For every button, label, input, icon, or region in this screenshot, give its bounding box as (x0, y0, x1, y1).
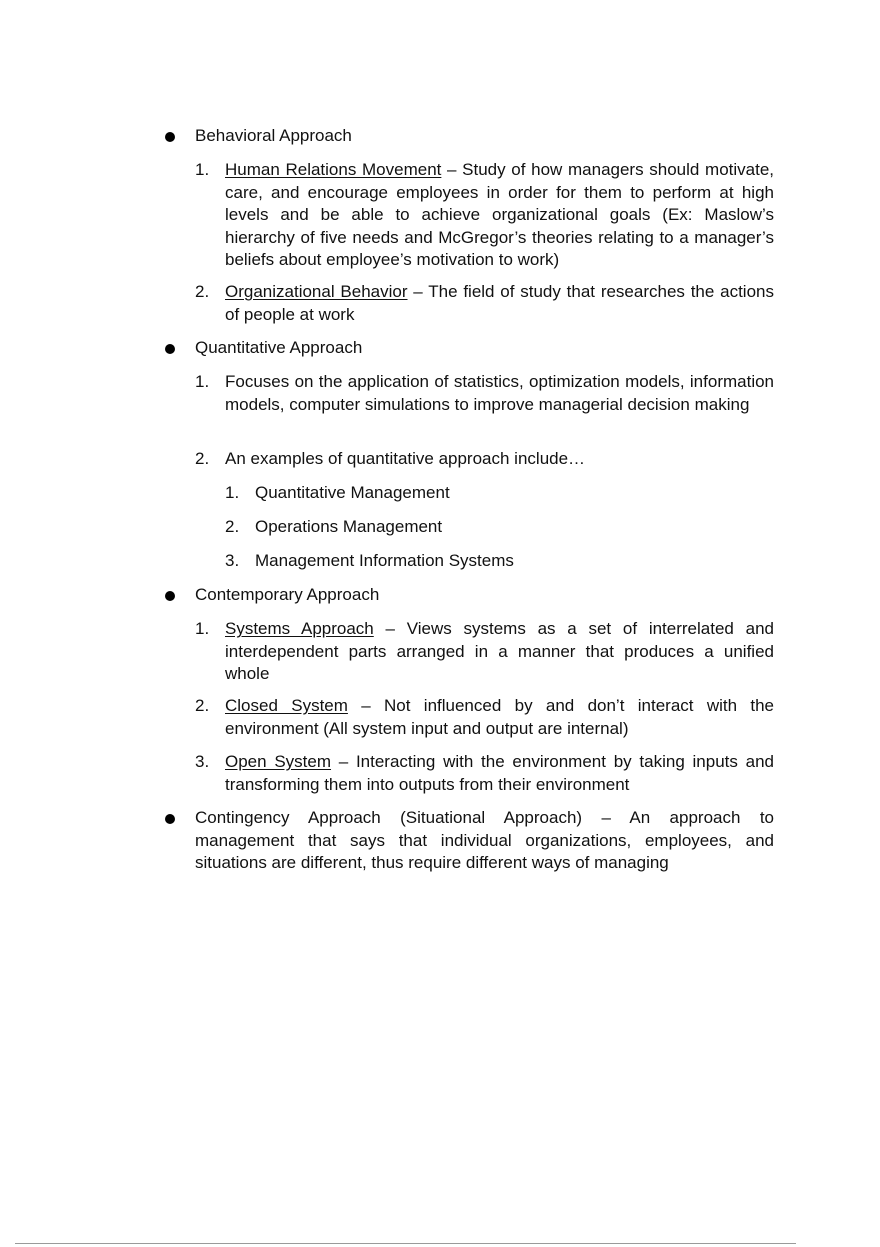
list-item-focuses (195, 371, 774, 416)
item-text: Management Information Systems (255, 551, 514, 570)
item-term: Closed System (225, 696, 348, 715)
item-text: – The field of study that researches the actions of people at work (225, 282, 774, 324)
item-text: – Views systems as a set of interrelated and interdependent parts arranged in a manner that produces a unified whole (225, 619, 774, 683)
item-text: – Study of how managers should motivate, care, and encourage employees in order for them to perform at high levels and be able to achieve organizational goals (Ex: Maslow’s hierarchy of five needs and McGregor’s theories relating to a manager’s beliefs about employee’s motivation to work) (225, 160, 774, 269)
item-term: Organizational Behavior (225, 282, 408, 301)
item-text: – Interacting with the environment by taking inputs and transforming them into outputs from their environment (225, 752, 774, 794)
item-text: – Not influenced by and don’t interact with the environment (All system input and output are internal) (225, 696, 774, 738)
item-number: 3. (195, 752, 210, 771)
item-number: 2. (195, 449, 210, 468)
item-number: 2. (195, 282, 210, 301)
list-item-human-relations (195, 159, 774, 272)
item-number: 1. (195, 372, 210, 391)
sub-item-operations-management (225, 516, 774, 539)
item-number: 2. (195, 696, 210, 715)
item-number: 1. (225, 483, 240, 502)
list-item-examples (195, 448, 774, 471)
item-number: 1. (195, 160, 210, 179)
bullet-dot-icon (165, 344, 175, 354)
list-item-closed-system (195, 695, 774, 740)
item-number: 3. (225, 551, 240, 570)
section-heading: Contemporary Approach (195, 585, 380, 604)
bullet-dot-icon (165, 814, 175, 824)
item-number: 2. (225, 517, 240, 536)
item-text: Operations Management (255, 517, 443, 536)
section-heading: Behavioral Approach (195, 126, 352, 145)
list-item-organizational-behavior (195, 281, 774, 326)
item-term: Systems Approach (225, 619, 374, 638)
bullet-behavioral-approach (195, 125, 774, 148)
list-item-open-system (195, 751, 774, 796)
bullet-dot-icon (165, 132, 175, 142)
section-heading: Quantitative Approach (195, 338, 363, 357)
bullet-contingency-approach (195, 807, 774, 875)
item-text: Focuses on the application of statistics, optimization models, information models, computer simulations to improve managerial decision making (225, 372, 774, 414)
sub-item-management-information-systems (225, 550, 774, 573)
section-paragraph: Contingency Approach (Situational Approach) – An approach to management that says that individual organizations, employees, and situations are different, thus require different ways of managing (195, 808, 774, 872)
item-term: Open System (225, 752, 332, 771)
bullet-dot-icon (165, 591, 175, 601)
bullet-contemporary-approach (195, 584, 774, 607)
sub-item-quantitative-management (225, 482, 774, 505)
item-text: An examples of quantitative approach include… (225, 449, 586, 468)
bullet-quantitative-approach (195, 337, 774, 360)
list-item-systems-approach (195, 618, 774, 686)
footer-divider (15, 1243, 796, 1244)
item-term: Human Relations Movement (225, 160, 442, 179)
item-number: 1. (195, 619, 210, 638)
item-text: Quantitative Management (255, 483, 450, 502)
